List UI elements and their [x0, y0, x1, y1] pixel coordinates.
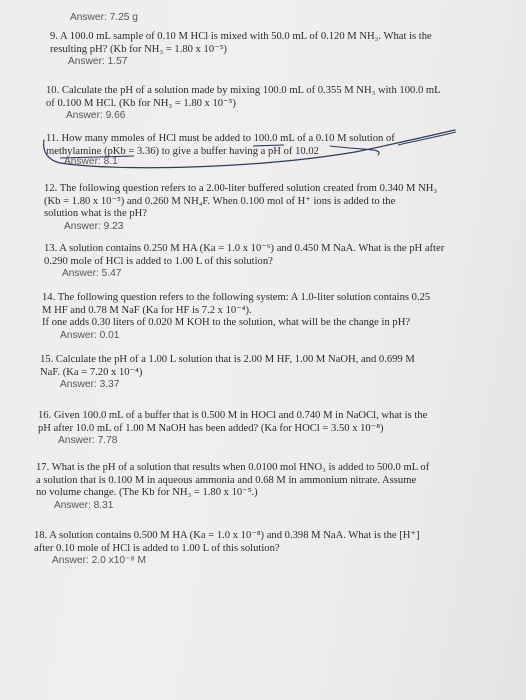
question-text: a solution that is 0.100 M in aqueous ammonia and 0.68 M in ammonium nitrate. Assume: [36, 474, 417, 486]
question-text: resulting pH? (Kb for NH₃ = 1.80 x 10⁻⁵): [50, 43, 227, 55]
question-16: [38, 410, 427, 448]
question-text: 18. A solution contains 0.500 M HA (Ka = 1.0 x 10⁻⁸) and 0.398 M NaA. What is the [H⁺]: [34, 530, 420, 541]
question-text: solution what is the pH?: [44, 208, 147, 220]
previous-answer: Answer: 7.25 g: [70, 12, 138, 23]
question-18: [34, 530, 420, 568]
answer-text: Answer: 1.57: [68, 56, 128, 68]
question-text: pH after 10.0 mL of 1.00 M NaOH has been added? (Ka for HOCl = 3.50 x 10⁻⁸): [38, 422, 384, 434]
answer-text: Answer: 8.31: [54, 499, 114, 511]
question-text: 14. The following question refers to the following system: A 1.0-liter solution contains 0.25: [42, 292, 431, 303]
question-text: 9. A 100.0 mL sample of 0.10 M HCl is mixed with 50.0 mL of 0.120 M NH₃. What is the: [50, 31, 432, 42]
answer-text: Answer: 3.37: [60, 379, 120, 391]
question-text: 13. A solution contains 0.250 M HA (Ka = 1.0 x 10⁻⁶) and 0.450 M NaA. What is the pH after: [44, 243, 445, 254]
answer-text: Answer: 9.66: [66, 110, 126, 122]
question-text: 12. The following question refers to a 2.00-liter buffered solution created from 0.340 M NH₃: [44, 183, 438, 194]
question-10: [46, 85, 441, 123]
question-text: (Kb = 1.80 x 10⁻⁵) and 0.260 M NH₄F. When 0.100 mol of H⁺ ions is added to the: [44, 195, 396, 207]
question-text: of 0.100 M HCl. (Kb for NH₃ = 1.80 x 10⁻⁵): [46, 97, 236, 109]
question-text: 10. Calculate the pH of a solution made by mixing 100.0 mL of 0.355 M NH₃ with 100.0 mL: [46, 85, 441, 96]
question-text: If one adds 0.30 liters of 0.020 M KOH to the solution, what will be the change in pH?: [42, 317, 411, 329]
question-text: NaF. (Ka = 7.20 x 10⁻⁴): [40, 366, 143, 378]
question-12: [44, 183, 437, 233]
question-text: methylamine (pKb = 3.36) to give a buffer having a pH of 10.02: [46, 145, 319, 157]
question-text: 15. Calculate the pH of a 1.00 L solution that is 2.00 M HF, 1.00 M NaOH, and 0.699 M: [40, 354, 415, 365]
question-11: [46, 133, 395, 169]
question-13: [44, 243, 444, 281]
answer-text: Answer: 2.0 x10⁻⁸ M: [52, 555, 147, 567]
question-9: [50, 31, 432, 69]
answer-text: Answer: 0.01: [60, 329, 120, 341]
question-text: no volume change. (The Kb for NH₃ = 1.80 x 10⁻⁵.): [36, 487, 258, 499]
question-text: 16. Given 100.0 mL of a buffer that is 0.500 M in HOCl and 0.740 M in NaOCl, what is the: [38, 410, 428, 421]
question-text: M HF and 0.78 M NaF (Ka for HF is 7.2 x 10⁻⁴).: [42, 304, 252, 316]
question-text: 17. What is the pH of a solution that results when 0.0100 mol HNO₃ is added to 500.0 mL of: [36, 462, 430, 473]
answer-text: Answer: 5.47: [62, 268, 122, 280]
question-14: [42, 292, 430, 342]
answer-text: Answer: 8.1: [64, 156, 118, 168]
answer-text: Answer: 7.78: [58, 435, 118, 447]
question-text: 11. How many mmoles of HCl must be added to 100.0 mL of a 0.10 M solution of: [46, 133, 395, 144]
question-text: after 0.10 mole of HCl is added to 1.00 L of this solution?: [34, 542, 280, 554]
pen-underline: [398, 132, 456, 145]
question-15: [40, 354, 415, 392]
question-17: [36, 462, 429, 512]
question-text: 0.290 mole of HCl is added to 1.00 L of this solution?: [44, 255, 273, 267]
answer-text: Answer: 9.23: [64, 220, 124, 232]
